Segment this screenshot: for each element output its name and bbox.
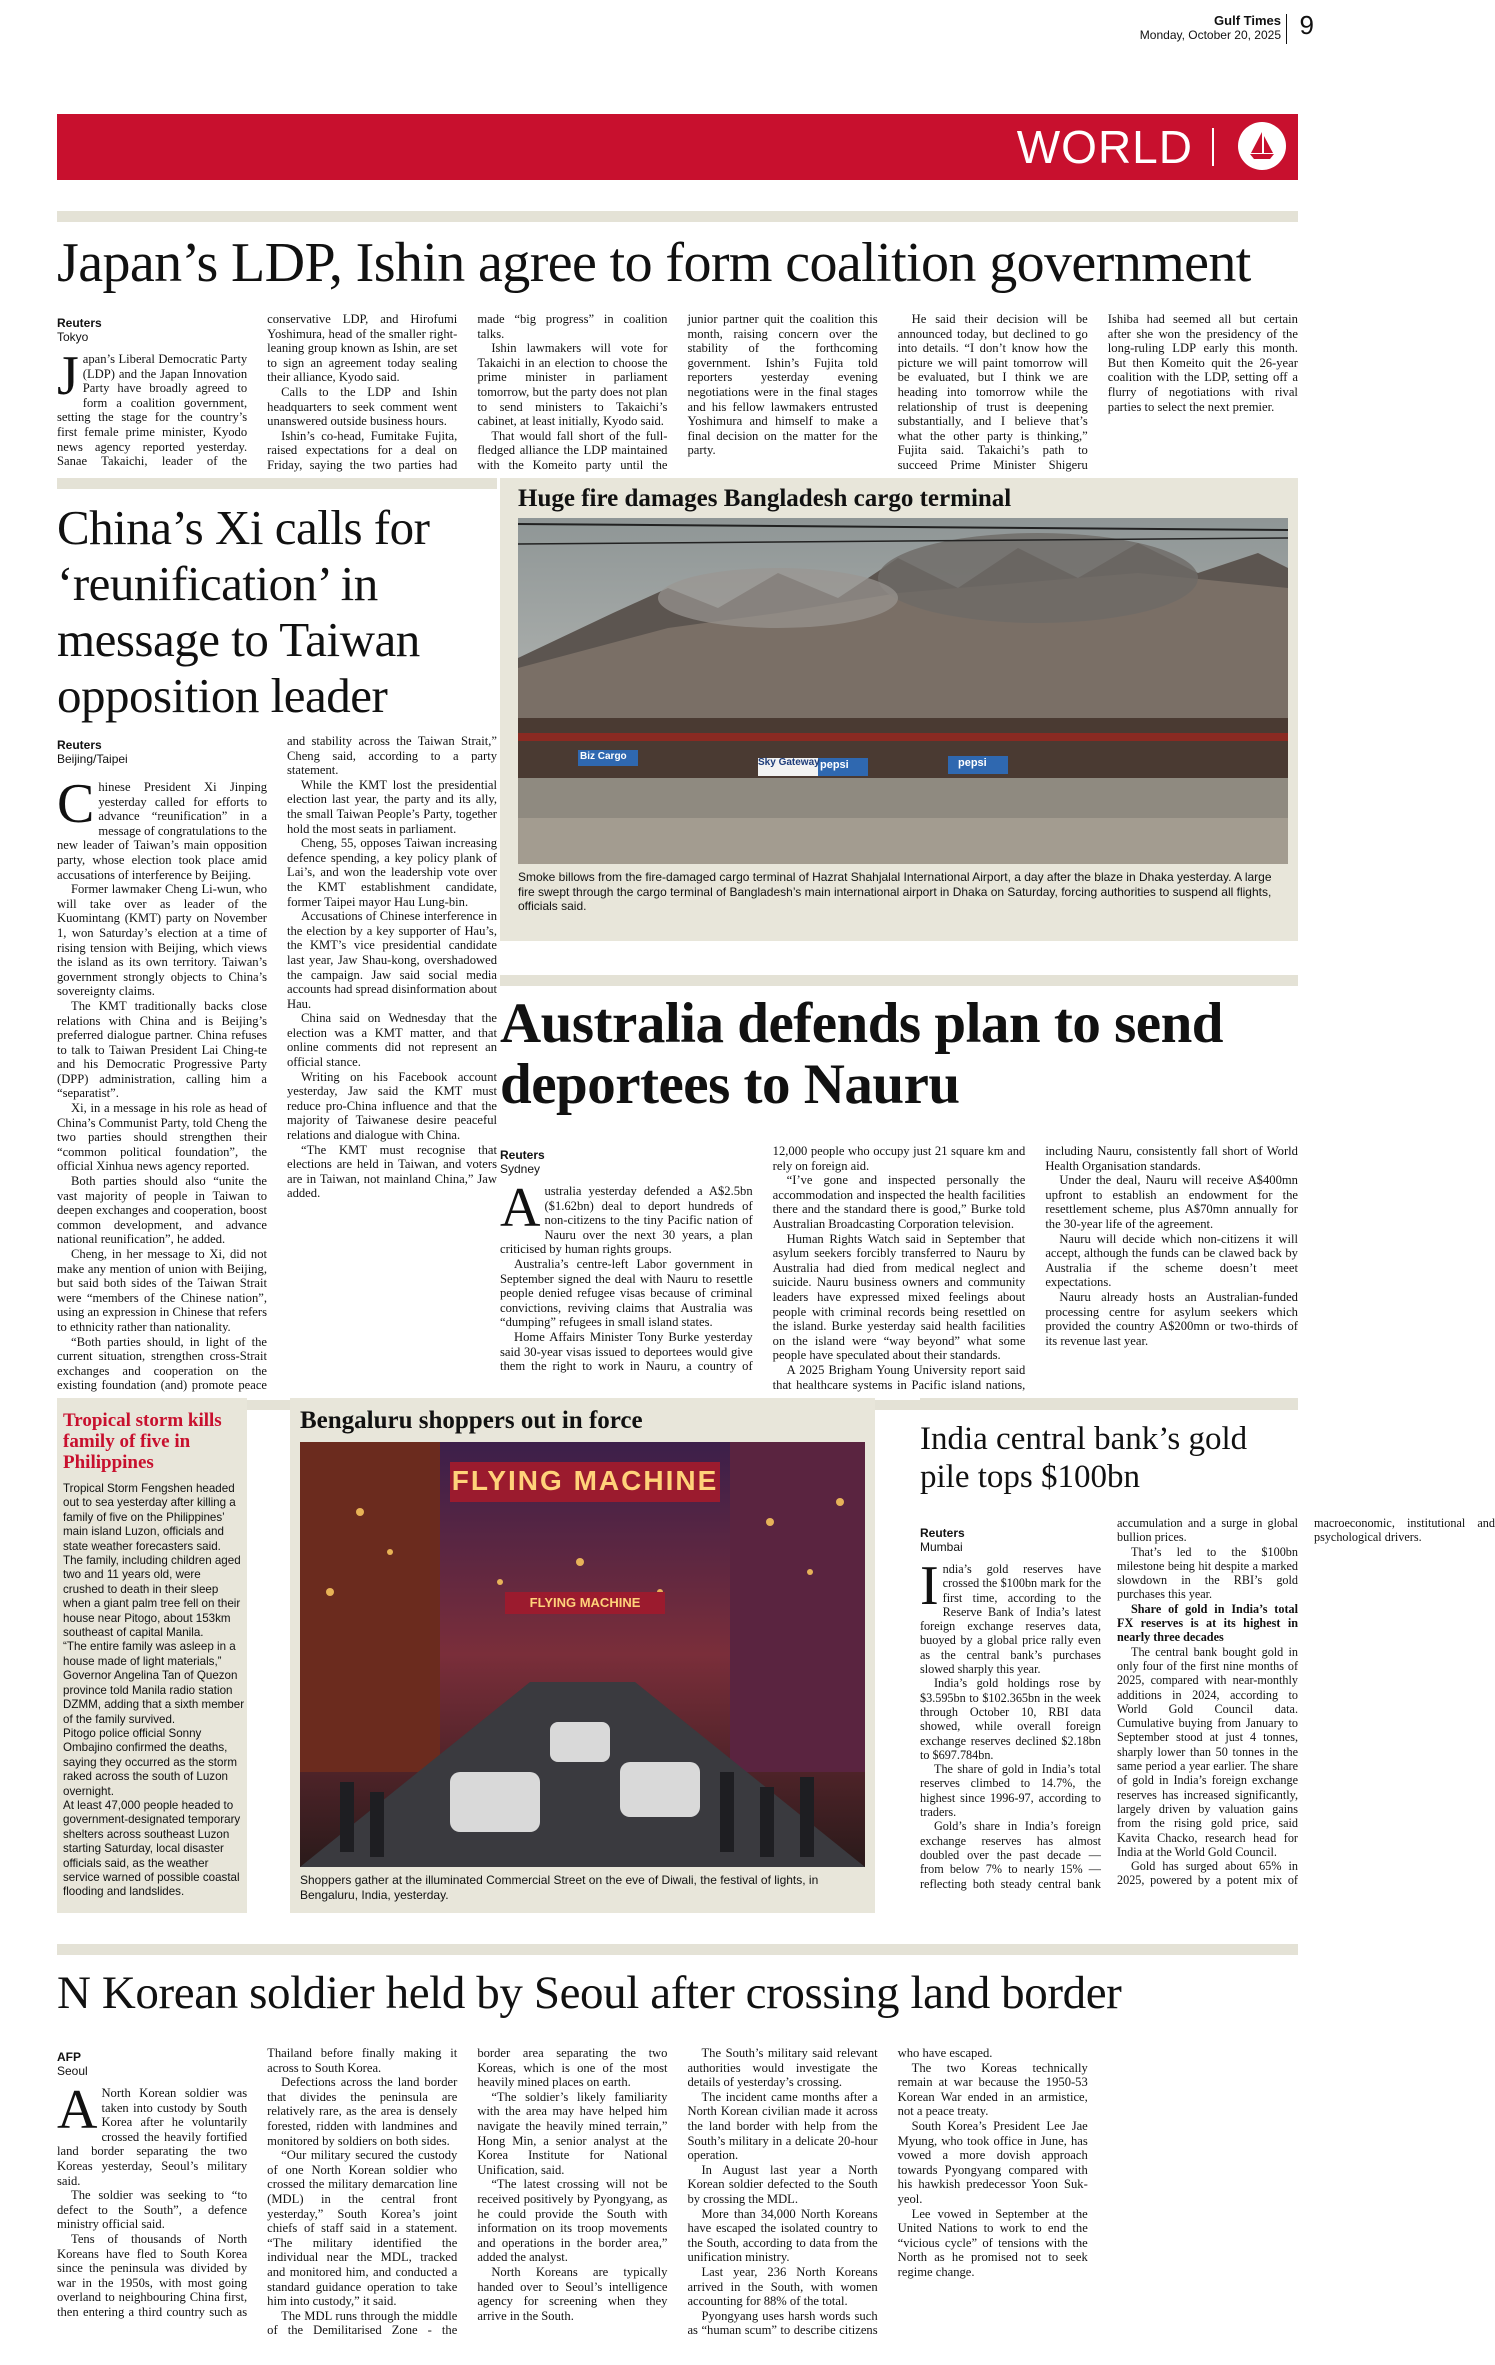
headline-india: India central bank’s gold pile tops $100bn [920,1421,1248,1495]
dateline-japan: Tokyo [57,330,89,344]
headline-japan: Japan’s LDP, Ishin agree to form coalition government [57,232,1251,294]
paragraph: Tropical Storm Fengshen headed out to sea yesterday after killing a family of five on the Philippines’ main island Luzon, officials and state weather forecasters said. [63,1482,236,1553]
paragraph: “The entire family was asleep in a house made of light materials,” Governor Angelina Tan of Quezon province told Manila radio station DZMM, adding that a sixth member of the family survived. [63,1640,245,1726]
paragraph: Gold has surged about 65% in 2025, powered by a potent mix of macroeconomic, institutional and psychological drivers. [1117,1516,1495,1888]
dateline-china: Beijing/Taipei [57,752,128,766]
sidebar-philippines [57,1398,247,1913]
sign-flying-machine: FLYING MACHINE [451,1465,719,1496]
section-rule [920,1398,1298,1408]
page-number: 9 [1299,10,1314,40]
paragraph: Nauru will decide which non-citizens it will accept, although the funds can be clawed back by Australia if the scheme doesn’t meet expectations. [1045,1231,1298,1290]
publication-date: Monday, October 20, 2025 [1139,28,1281,42]
sign-flying-machine-lower: FLYING MACHINE [529,1595,641,1610]
photo-commercial-street [300,1442,865,1867]
article-body-india [920,1516,1495,1916]
paragraph: South Korea’s President Lee Jae Myung, who took office in June, has vowed a more dovish approach towards Pyongyang compared with his hawkish predecessor Yoon Suk-yeol. [897,2118,1088,2206]
caption-bengaluru: Shoppers gather at the illuminated Commercial Street on the eve of Diwali, the festival of lights, in Bengaluru, India, yesterday. [300,1873,819,1902]
paragraph: India’s gold holdings rose by $3.595bn to $102.365bn in the week through October 10, RBI data showed, while overall foreign exchange reserves declined $2.18bn to $697.784bn. [920,1676,1101,1762]
drop-cap: I [920,1555,939,1617]
shop-sign-pepsi-second: pepsi [958,757,987,769]
paragraph: Ishin lawmakers will vote for Takaichi in an election to choose the prime minister in parliament tomorrow, but the party does not plan to send ministers to Takaichi’s cabinet, at least initially, Kyodo said. [477,341,668,429]
paragraph: The soldier was seeking to “to defect to the South”, a defence ministry official said. [57,2188,248,2232]
paragraph: A 2025 Brigham Young University report said that healthcare systems in Pacific island nations, including Nauru, consistently fall short of World Health Organisation standards. [772,1144,1298,1392]
agency-korea: AFP [57,2050,81,2064]
section-rule [57,1944,1298,1955]
paragraph: “Our military secured the custody of one North Korean soldier who crossed the military demarcation line (MDL) in the central front yesterday,” South Korea’s joint chiefs of staff said in a statement. “The military identified the individual near the MDL, tracked and monitored him, and conducted a standard guidance operation to take him into custody,” it said. [267,2148,458,2309]
paragraph: Australia yesterday defended a A$2.5bn ($1.62bn) deal to deport hundreds of non-citizens to the tiny Pacific nation of Nauru over the next 30 years, a plan criticised by human rights groups. [500,1177,753,1257]
article-body-japan [57,312,1298,480]
headline-china: China’s Xi calls for ‘reunification’ in message to Taiwan opposition leader [57,500,430,723]
paragraph: Last year, 236 North Koreans arrived in the South, with women accounting for 88% of the total. [687,2264,878,2309]
paragraph: Pyongyang uses harsh words such as “human scum” to describe citizens who have escaped. [687,2046,993,2338]
paragraph: That’s led to the $100bn milestone being hit despite a marked slowdown in the RBI’s gold purchases this year. [1117,1544,1298,1602]
photo-cargo-terminal-illustration [518,518,1288,864]
shop-sign-biz-cargo: Biz Cargo [580,751,627,762]
article-body-china [57,734,497,1402]
caption-bangladesh: Smoke billows from the fire-damaged cargo terminal of Hazrat Shahjalal International Airport, a day after the blaze in Dhaka yesterday. A large fire swept through the cargo terminal of Bangladesh’s main international airport in Dhaka on Saturday, forcing authorities to suspend all flights, officials said. [518,870,1272,913]
section-separator [1212,128,1214,166]
paragraph: Writing on his Facebook account yesterday, Jaw said the KMT must reduce pro-China influence and that the majority of Taiwanese desire peaceful relations and dialogue with China. [287,1069,497,1143]
paragraph: “The KMT must recognise that elections are held in Taiwan, and voters are in Taiwan, not mainland China,” Jaw added. [287,1142,497,1201]
paragraph: Human Rights Watch said in September that asylum seekers forcibly transferred to Nauru by Australia had died from medical neglect and suicide. Nauru business owners and community leaders have expressed mixed feelings about people with criminal records being resettled on the island. Burke yesterday said health facilities on the island were “way beyond” what some people have speculated about their standards. [772,1231,1026,1363]
paragraph: “The latest crossing will not be received positively by Pyongyang, as he could provide the South with information on its troop movements and operations in the border area,” added the analyst. [477,2177,668,2265]
paragraph: Under the deal, Nauru will receive A$400mn upfront to establish an endowment for the resettlement scheme, plus A$70mn annually for the 30-year life of the agreement. [1045,1173,1298,1231]
paragraph: Ishin’s co-head, Fumitake Fujita, raised expectations for a deal on Friday, saying the two parties had made “big progress” in coalition talks. [267,312,668,472]
paragraph: “The soldier’s likely familiarity with the area may have helped him navigate the heavily mined terrain,” Hong Min, a senior analyst at the Korea Institute for National Unification, said. [477,2089,668,2177]
dhow-logo-icon [1238,122,1286,170]
agency-australia: Reuters [500,1148,545,1162]
section-title: WORLD [1016,121,1193,173]
feature-bangladesh [500,478,1298,941]
paragraph: Cheng, in her message to Xi, did not make any mention of union with Beijing, but said both sides of the Taiwan Strait were “members of the Chinese nation”, using an expression in Chinese that refers to ethnicity rather than nationality. [57,1247,267,1334]
paragraph: He said their decision will be announced today, but declined to go into details. “I don’t know how the picture we will paint tomorrow will be evaluated, but I think we are heading into tomorrow while the relationship of trust is deepening substantially, and I believe that’s what the other party is thinking,” Fujita said. Takaichi’s path to succeed Prime Minister Shigeru Ishiba had seemed all but certain after she won the presidency of the long-ruling LDP early this month. But then Komeito quit the 26-year coalition with the LDP, setting off a flurry of negotiations with rival parties to select the next premier. [897,312,1298,472]
article-body-korea [57,2046,1298,2346]
dateline-india: Mumbai [920,1540,963,1554]
photo-cargo-terminal [518,518,1288,864]
paragraph: Cheng, 55, opposes Taiwan increasing defence spending, a key policy plank of Lai’s, and won the leadership vote over the KMT establishment candidate, former Taipei mayor Hau Lung-bin. [287,836,497,909]
paragraph: The family, including children aged two and 11 years old, were crushed to death in their sleep when a giant palm tree fell on their house near Pitogo, about 153km southeast of capital Manila. [63,1554,241,1640]
paragraph: India’s gold reserves have crossed the $100bn mark for the first time, according to the Reserve Bank of India’s latest foreign exchange reserves data, buoyed by a global price rally even as the central bank’s purchases slowed sharply this year. [920,1555,1101,1677]
masthead-divider [1286,14,1287,44]
publication-name: Gulf Times [1214,13,1281,28]
paragraph: Tens of thousands of North Koreans have fled to South Korea since the peninsula was divided by war in the 1950s, with most going overland to neighbouring China first, then entering a third country such as Thailand before finally making it across to South Korea. [57,2046,458,2319]
paragraph: Accusations of Chinese interference in the election by a key supporter of Hau’s, the KMT’s vice presidential candidate last year, Jaw Shau-kong, overshadowed the campaign. Jaw said social media accounts had spread disinformation about Hau. [287,909,497,1011]
paragraph: “I’ve gone and inspected personally the accommodation and inspected the health facilities there and the standard there is good,” Burke told Australian Broadcasting Corporation television. [772,1173,1026,1231]
paragraph: Pitogo police official Sonny Ombajino confirmed the deaths, saying they occurred as the storm raked across the south of Luzon overnight. [63,1726,237,1798]
dateline-australia: Sydney [500,1162,541,1176]
agency-india: Reuters [920,1526,965,1540]
shop-sign-pepsi: pepsi [820,759,849,771]
drop-cap: A [57,2079,98,2141]
paragraph: Share of gold in India’s total FX reserves is at its highest in nearly three decades [1117,1601,1298,1645]
feature-bengaluru [290,1398,875,1913]
headline-australia: Australia defends plan to send deportees to Nauru [500,992,1223,1116]
paragraph: Xi, in a message in his role as head of China’s Communist Party, told Cheng the two parties should strengthen their “common political foundation”, the official Xinhua news agency reported. [57,1101,267,1174]
photo-commercial-street-illustration [300,1442,865,1867]
paragraph: The South’s military said relevant authorities would investigate the details of yesterday’s crossing. [687,2046,878,2090]
section-rule [500,975,1298,986]
paragraph: Australia’s centre-left Labor government in September signed the deal with Nauru to resettle people denied refugee visas because of criminal convictions, reviving claims that Australia was “dumping” refugees in small island states. [500,1256,753,1330]
paragraph: A North Korean soldier was taken into custody by South Korea after he voluntarily crossed the heavily fortified land border separating the two Koreas yesterday, Seoul’s military said. [57,2079,248,2188]
paragraph: “Both parties should, in light of the current situation, strengthen cross-Strait exchanges and cooperation on the existing foundation (and) promote peace and stability across the Taiwan Strait,” Cheng said, according to a party statement. [57,734,497,1393]
paragraph: North Koreans are typically handed over to Seoul’s intelligence agency for screening when they arrive in the South. [477,2264,668,2323]
headline-bengaluru: Bengaluru shoppers out in force [300,1407,643,1434]
paragraph: More than 34,000 North Koreans have escaped the isolated country to the South, according to data from the unification ministry. [687,2206,878,2265]
paragraph: That would fall short of the full-fledged alliance the LDP maintained with the Komeito party until the junior partner quit the coalition this month, raising concern over the stability of the forthcoming government. Ishin’s Fujita told reporters yesterday evening negotiations were in the final stages and his fellow lawmakers entrusted Yoshimura and himself to make a final decision on the matter for the party. [477,312,878,472]
paragraph: The share of gold in India’s total reserves climbed to 14.7%, the highest since 1996-97, according to traders. [920,1762,1101,1820]
paragraph: Calls to the LDP and Ishin headquarters to seek comment went unanswered outside business hours. [267,384,458,429]
paragraph: The two Koreas technically remain at war because the 1950-53 Korean War ended in an armistice, not a peace treaty. [897,2060,1088,2119]
paragraph: Japan’s Liberal Democratic Party (LDP) and the Japan Innovation Party have broadly agreed to form a coalition government, setting the stage for the country’s first female prime minister, Kyodo news agency reported yesterday. Sanae Takaichi, leader of the conservative LDP, and Hirofumi Yoshimura, head of the smaller right-leaning group known as Ishin, are set to sign an agreement today sealing their alliance, Kyodo said. [57,312,458,469]
headline-philippines: Tropical storm kills family of five in Philippines [63,1410,222,1473]
article-body-philippines [63,1482,245,1900]
paragraph: At least 47,000 people headed to government-designated temporary shelters across southeast Luzon starting Saturday, local disaster officials said, as the weather service warned of possible coastal flooding and landslides. [63,1798,241,1899]
article-body-australia [500,1144,1298,1400]
drop-cap: C [57,773,95,835]
drop-cap: J [57,345,79,407]
headline-bangladesh: Huge fire damages Bangladesh cargo terminal [518,485,1012,512]
paragraph: The incident came months after a North Korean civilian made it across the land border with help from the South’s military in a delicate 20-hour operation. [687,2089,878,2163]
masthead-info [1140,14,1281,42]
agency-china: Reuters [57,738,102,752]
paragraph: Former lawmaker Cheng Li-wun, who will take over as leader of the Kuomintang (KMT) party on November 1, won Saturday’s election at a time of rising tension with Beijing, which views the island as its own territory. Taiwan’s government strongly objects to China’s sovereignty claims. [57,882,267,999]
byline-spacer [57,312,247,352]
paragraph: Gold’s share in India’s foreign exchange reserves has almost doubled over the past decade — from below 7% to nearly 15% — reflecting both steady central bank accumulation and a surge in global bullion prices. [920,1516,1298,1891]
paragraph: Chinese President Xi Jinping yesterday called for efforts to advance “reunification” in a message of congratulations to the new leader of Taiwan’s main opposition party, whose election took place amid accusations of interference by Beijing. [57,773,267,882]
drop-cap: A [500,1177,541,1239]
paragraph: In August last year a North Korean soldier defected to the South by crossing the MDL. [687,2162,878,2206]
agency-japan: Reuters [57,316,102,330]
paragraph: Home Affairs Minister Tony Burke yesterday said 30-year visas issued to deportees would give them the right to work in Nauru, a country of 12,000 people who occupy just 21 square km and rely on foreign aid. [500,1144,1026,1374]
paragraph: The MDL runs through the middle of the Demilitarised Zone - the border area separating the two Koreas, which is one of the most heavily mined places on earth. [267,2046,668,2338]
paragraph: The central bank bought gold in only four of the first nine months of 2025, compared with near-monthly additions in 2024, according to World Gold Council data. Cumulative buying from January to September stood at just 4 tonnes, sharply lower than 50 tonnes in the same period a year earlier. The share of gold in India’s foreign exchange reserves has increased significantly, largely driven by valuation gains from the rising gold price, said Kavita Chacko, research head for India at the World Gold Council. [1117,1644,1298,1859]
paragraph: Lee vowed in September at the United Nations to work to end the “vicious cycle” of tensions with the North as he promised not to seek regime change. [897,2206,1088,2279]
paragraph: China said on Wednesday that the election was a KMT matter, and that online comments did not represent an official stance. [287,1011,497,1070]
section-banner [57,114,1298,180]
headline-korea: N Korean soldier held by Seoul after crossing land border [57,1967,1122,2019]
paragraph: The KMT traditionally backs close relations with China and is Beijing’s preferred dialogue partner. China refuses to talk to Taiwan President Lai Ching-te and his Democratic Progressive Party (DPP) administration, calling him a “separatist”. [57,998,267,1101]
paragraph: While the KMT lost the presidential election last year, the party and its ally, the small Taiwan People’s Party, together hold the most seats in parliament. [287,777,497,836]
dateline-korea: Seoul [57,2064,88,2078]
shop-sign-sky-gateway: Sky Gateway [758,757,820,768]
section-rule [57,478,497,489]
paragraph: Defections across the land border that divides the peninsula are relatively rare, as the area is densely forested, ridden with landmines and monitored by soldiers on both sides. [267,2075,458,2148]
section-rule [57,211,1298,222]
byline-spacer [920,1516,1101,1562]
paragraph: Both parties should also “unite the vast majority of people in Taiwan to deepen exchanges and cooperation, boost common development, and advance national reunification”, he added. [57,1174,267,1247]
paragraph: Nauru already hosts an Australian-funded processing centre for asylum seekers which provided the country A$200mn or two-thirds of its revenue last year. [1045,1289,1298,1348]
